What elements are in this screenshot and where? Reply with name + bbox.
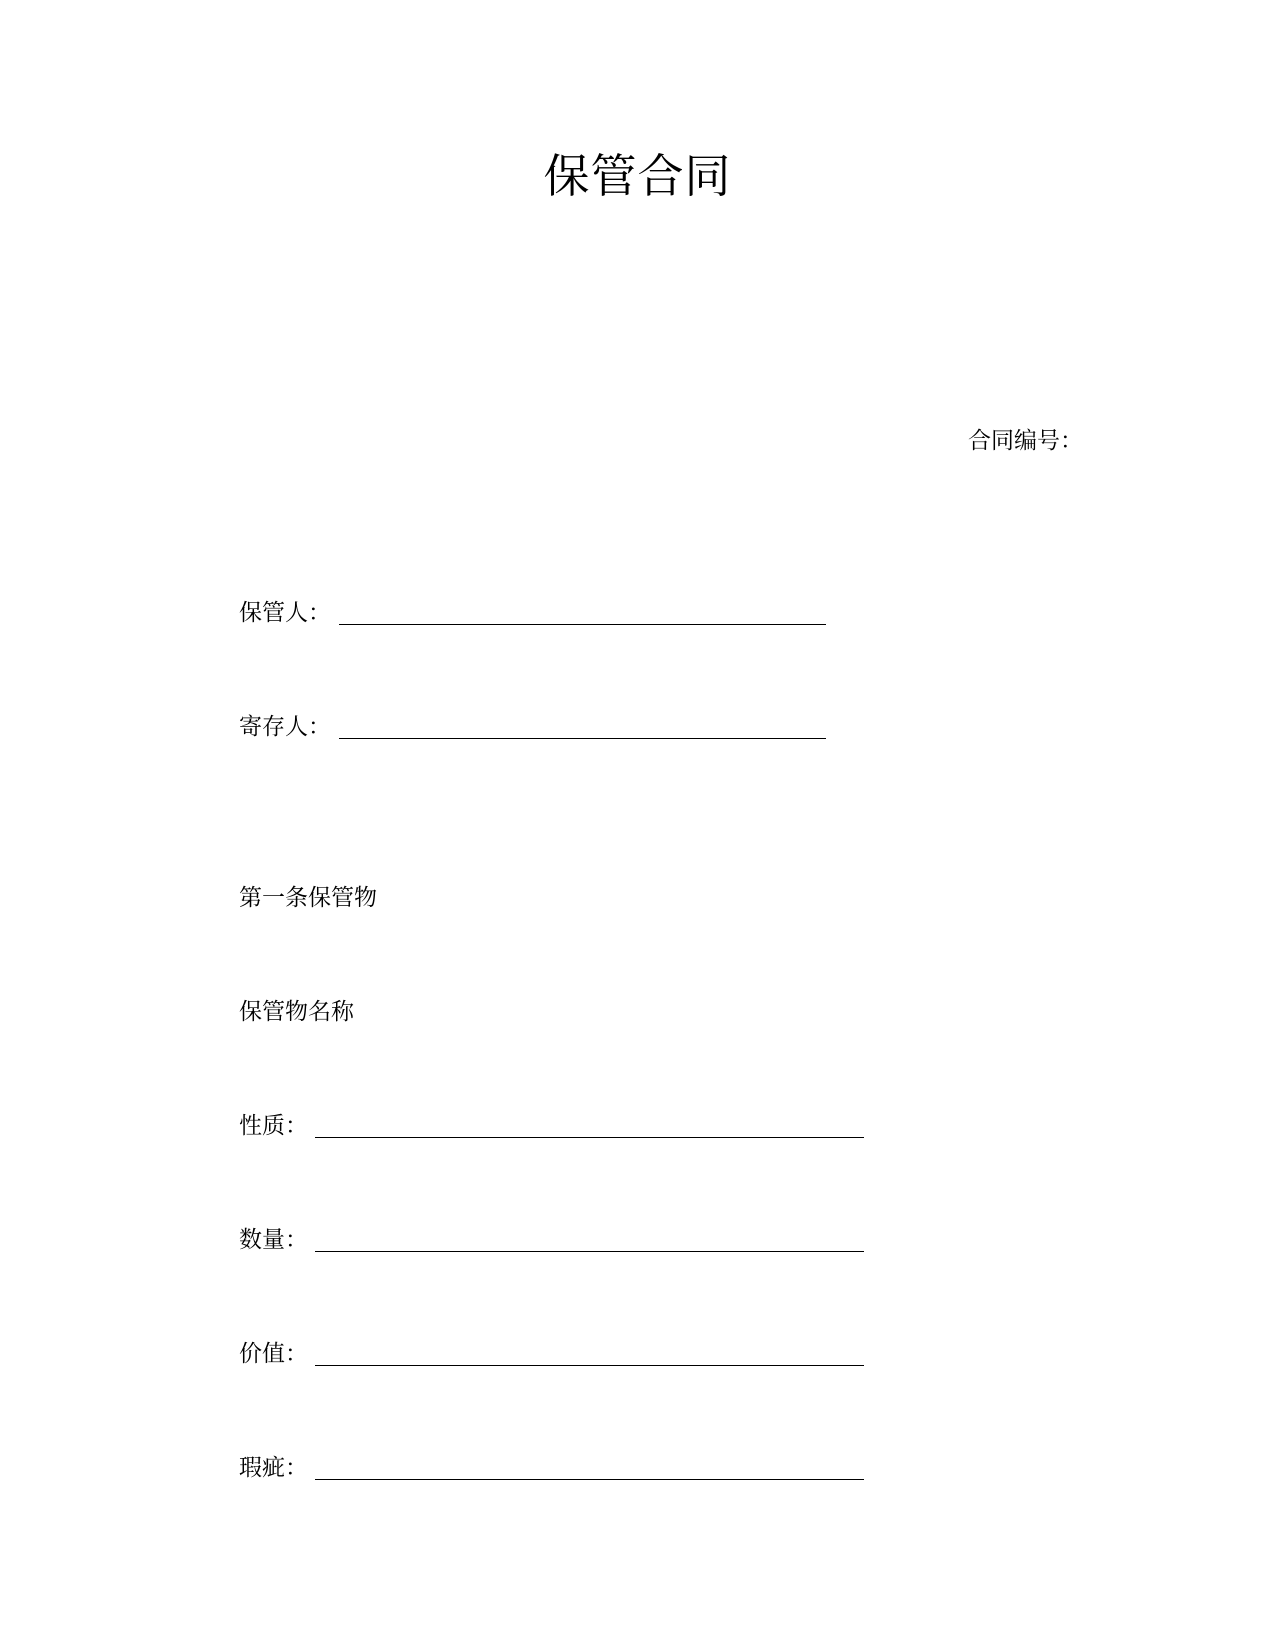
article-1-heading: 第一条保管物 bbox=[239, 885, 377, 911]
custodian-blank[interactable] bbox=[339, 624, 826, 625]
article-1-subheading: 保管物名称 bbox=[239, 999, 354, 1025]
defects-label: 瑕疵： bbox=[239, 1455, 308, 1481]
nature-label: 性质： bbox=[239, 1113, 308, 1139]
custodian-label: 保管人： bbox=[239, 600, 331, 626]
defects-blank[interactable] bbox=[315, 1479, 864, 1480]
depositor-blank[interactable] bbox=[339, 738, 826, 739]
document-title: 保管合同 bbox=[543, 149, 732, 203]
contract-number-label: 合同编号： bbox=[968, 428, 1083, 454]
quantity-blank[interactable] bbox=[315, 1251, 864, 1252]
value-label: 价值： bbox=[239, 1341, 308, 1367]
value-blank[interactable] bbox=[315, 1365, 864, 1366]
quantity-label: 数量： bbox=[239, 1227, 308, 1253]
nature-blank[interactable] bbox=[315, 1137, 864, 1138]
depositor-label: 寄存人： bbox=[239, 714, 331, 740]
